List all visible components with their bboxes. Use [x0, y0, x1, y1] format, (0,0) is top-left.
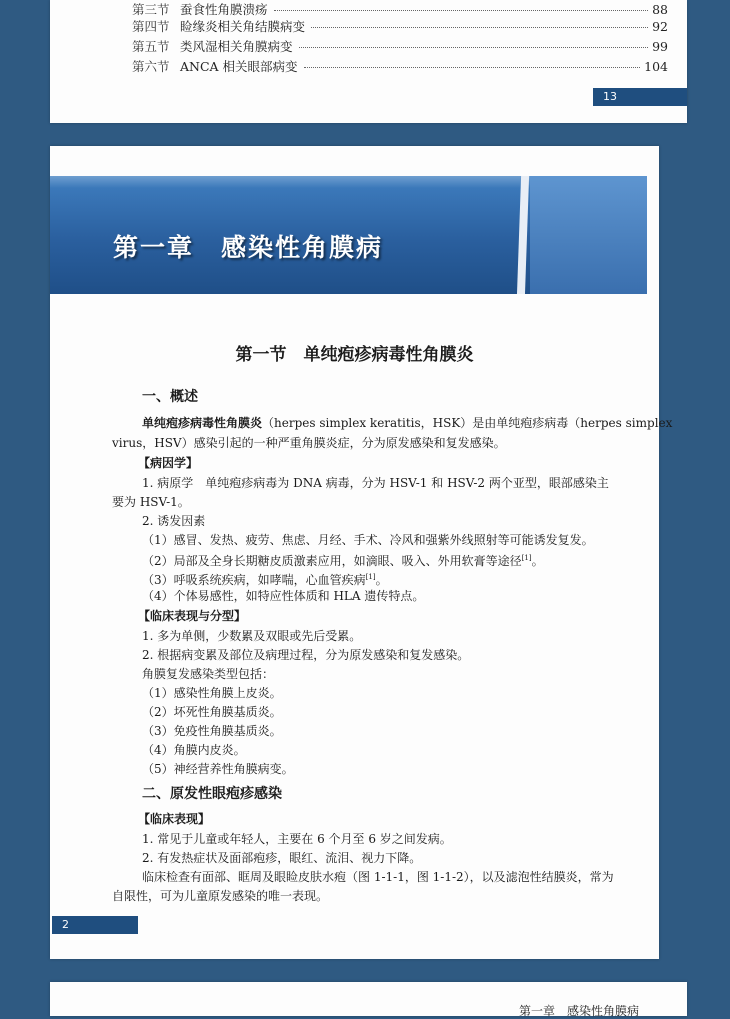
recurrence-type: （3）免疫性角膜基质炎。 — [142, 724, 282, 738]
factor-text: （2）局部及全身长期糖皮质激素应用，如滴眼、吸入、外用软膏等途径 — [142, 554, 522, 568]
recurrence-type: （5）神经营养性角膜病变。 — [142, 762, 294, 776]
recurrence-type: （4）角膜内皮炎。 — [142, 743, 246, 757]
chapter-title: 第一章 感染性角膜病 — [113, 233, 384, 262]
previous-page — [50, 0, 687, 123]
toc-entry[interactable] — [132, 37, 668, 57]
recurrence-type: （1）感染性角膜上皮炎。 — [142, 686, 282, 700]
toc-title: ANCA 相关眼部病变 — [180, 59, 298, 74]
toc-section: 第五节 — [132, 39, 170, 54]
toc-title: 睑缘炎相关角结膜病变 — [180, 19, 306, 34]
etiology-factor-1: （1）感冒、发热、疲劳、焦虑、月经、手术、冷风和强紫外线照射等可能诱发复发。 — [142, 533, 594, 547]
reference-mark[interactable]: [1] — [365, 573, 376, 581]
factor-end: 。 — [531, 554, 544, 568]
toc-page-number: 104 — [644, 59, 668, 74]
toc-section: 第六节 — [132, 59, 170, 74]
toc-leader-dots — [274, 10, 649, 11]
current-page — [50, 146, 673, 959]
page-number-tab: 2 — [52, 916, 138, 934]
etiology-item-2: 2. 诱发因素 — [142, 514, 206, 528]
paragraph-intro-line1 — [142, 413, 673, 434]
chapter-banner — [50, 176, 647, 294]
toc-leader-dots — [299, 47, 649, 48]
clinical-item-1: 1. 多为单侧，少数累及双眼或先后受累。 — [142, 629, 362, 643]
subheading-clinical-types: 【临床表现与分型】 — [138, 609, 247, 623]
etiology-item-1-cont: 要为 HSV-1。 — [112, 495, 190, 509]
toc-section: 第三节 — [132, 2, 170, 17]
etiology-item-1: 1. 病原学 单纯疱疹病毒为 DNA 病毒，分为 HSV-1 和 HSV-2 两个亚型，眼部感染主 — [142, 476, 609, 490]
toc-title: 蚕食性角膜溃疡 — [180, 2, 268, 17]
factor-text: （3）呼吸系统疾病，如哮喘，心血管疾病 — [142, 573, 366, 587]
clinical-item-3: 角膜复发感染类型包括： — [142, 667, 275, 681]
heading-overview: 一、概述 — [142, 389, 198, 405]
intro-term: 单纯疱疹病毒性角膜炎 — [142, 416, 263, 430]
toc-leader-dots — [304, 67, 641, 68]
section-title: 第一节 单纯疱疹病毒性角膜炎 — [235, 345, 474, 365]
primary-item-3: 临床检查有面部、眶周及眼睑皮肤水疱（图 1-1-1，图 1-1-2），以及滤泡性结膜炎，常为 — [142, 870, 614, 884]
page-number-tab: 13 — [593, 88, 687, 106]
primary-item-3-cont: 自限性，可为儿童原发感染的唯一表现。 — [112, 889, 329, 903]
toc-page-number: 88 — [652, 2, 668, 17]
factor-end: 。 — [375, 573, 388, 587]
toc-page-number: 99 — [652, 39, 668, 54]
etiology-factor-4: （4）个体易感性，如特应性体质和 HLA 遗传特点。 — [142, 589, 425, 603]
reference-mark[interactable]: [1] — [521, 554, 532, 562]
subheading-etiology: 【病因学】 — [138, 456, 199, 470]
clinical-item-2: 2. 根据病变累及部位及病理过程，分为原发感染和复发感染。 — [142, 648, 470, 662]
subheading-clinical: 【临床表现】 — [138, 812, 211, 826]
toc-page-number: 92 — [652, 19, 668, 34]
banner-right-panel — [530, 176, 647, 294]
heading-primary-infection: 二、原发性眼疱疹感染 — [142, 786, 282, 802]
toc-entry[interactable] — [132, 17, 668, 37]
toc-leader-dots — [311, 27, 648, 28]
toc-section: 第四节 — [132, 19, 170, 34]
recurrence-type: （2）坏死性角膜基质炎。 — [142, 705, 282, 719]
next-page — [50, 982, 687, 1016]
toc-title: 类风湿相关角膜病变 — [180, 39, 293, 54]
running-header: 第一章 感染性角膜病 — [518, 1004, 639, 1018]
toc-entry[interactable] — [132, 57, 668, 77]
primary-item-2: 2. 有发热症状及面部疱疹，眼红、流泪、视力下降。 — [142, 851, 422, 865]
primary-item-1: 1. 常见于儿童或年轻人，主要在 6 个月至 6 岁之间发病。 — [142, 832, 452, 846]
paragraph-intro-line2: virus，HSV）感染引起的一种严重角膜炎症，分为原发感染和复发感染。 — [112, 436, 506, 450]
banner-divider-stripe — [517, 176, 530, 294]
intro-text: （herpes simplex keratitis，HSK）是由单纯疱疹病毒（herpes simplex — [262, 416, 673, 430]
